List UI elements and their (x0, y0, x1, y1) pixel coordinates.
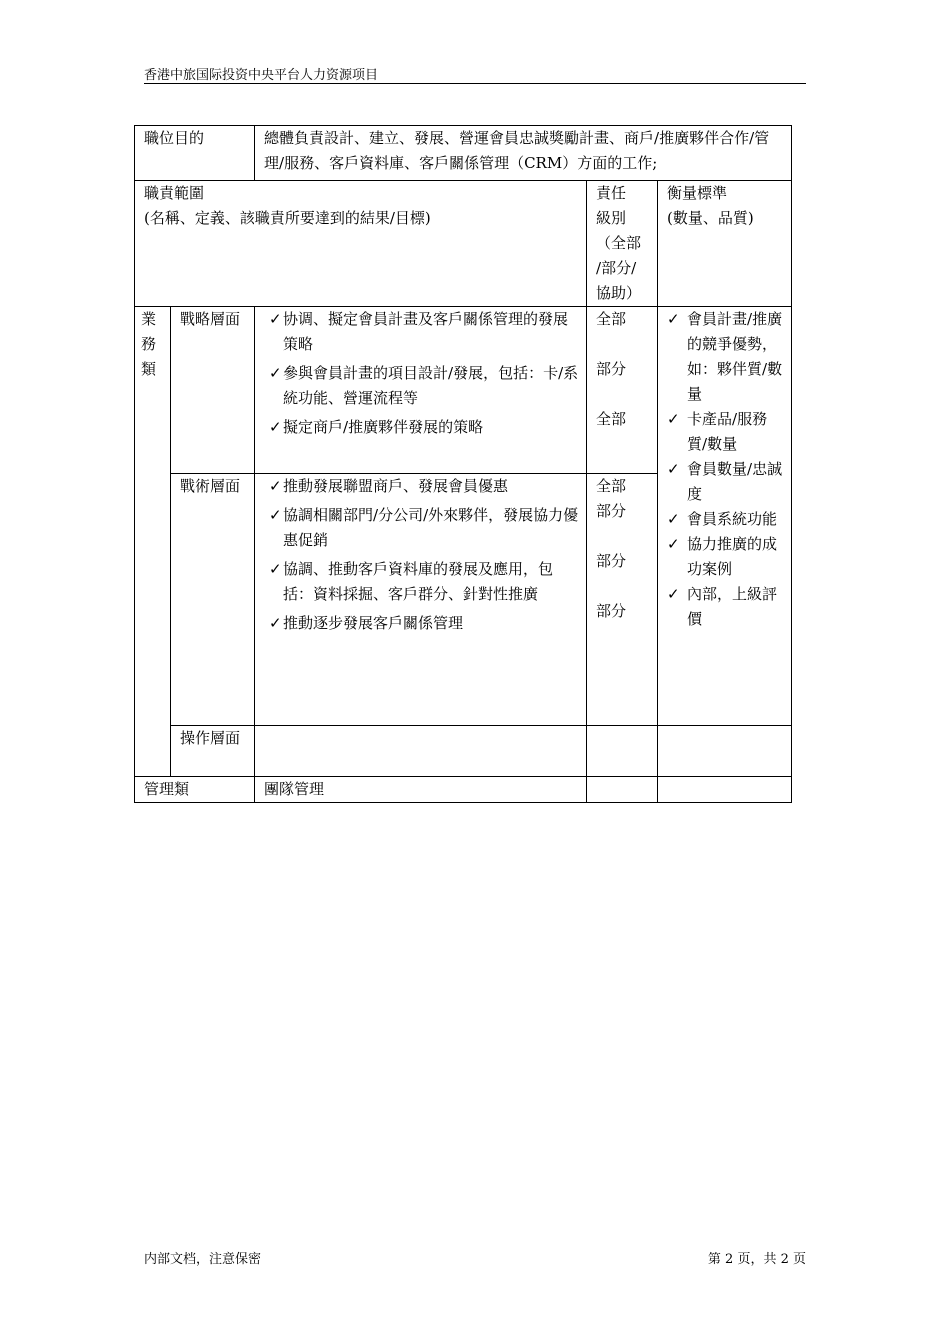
level-header-line: 責任 (596, 184, 627, 202)
scope-header (135, 181, 587, 307)
check-icon: ✓ (667, 535, 680, 553)
list-item: ✓ 會員計畫/推廣的競爭優勢，如：夥伴質/數量 (667, 307, 783, 407)
business-category: 業務類 (135, 307, 171, 777)
list-item: ✓ 內部，上級評價 (667, 582, 783, 632)
level-value: 全部 (596, 310, 627, 328)
level-header-line: 協助） (596, 284, 642, 302)
list-item: ✓ 擬定商戶/推廣夥伴發展的策略 (269, 415, 580, 440)
operational-duties (255, 726, 587, 777)
footer-confidential-note: 内部文档，注意保密 (144, 1252, 262, 1267)
level-value: 全部 (596, 410, 627, 428)
management-item: 團隊管理 (255, 777, 587, 803)
footer-page-number: 第 2 页，共 2 页 (707, 1252, 806, 1267)
strategic-duty-list (269, 307, 580, 440)
check-icon: ✓ (667, 310, 680, 328)
management-level (587, 777, 658, 803)
operational-label: 操作層面 (171, 726, 255, 777)
tactical-label: 戰術層面 (171, 474, 255, 726)
operational-level (587, 726, 658, 777)
check-icon: ✓ (667, 410, 680, 428)
job-duty-table (134, 125, 792, 803)
measure-header (658, 181, 792, 307)
strategic-duties (255, 307, 587, 474)
scope-label: 職責範圍 (144, 184, 205, 202)
check-icon: ✓ (269, 364, 282, 382)
measure-list (667, 307, 783, 632)
list-item: ✓ 協調、推動客戶資料庫的發展及應用，包括：資料採掘、客戶群分、針對性推廣 (269, 557, 580, 607)
level-header-line: （全部 (596, 234, 642, 252)
list-item: ✓ 會員系統功能 (667, 507, 783, 532)
strategic-label: 戰略層面 (171, 307, 255, 474)
document-header-title: 香港中旅国际投资中央平台人力资源项目 (144, 68, 379, 83)
level-value: 部分 (596, 360, 627, 378)
list-item: ✓ 协调、擬定會員計畫及客戶關係管理的發展策略 (269, 307, 580, 357)
list-item: ✓ 協力推廣的成功案例 (667, 532, 783, 582)
check-icon: ✓ (269, 614, 282, 632)
scope-note: (名稱、定義、該職責所要達到的結果/目標) (144, 209, 431, 227)
management-label: 管理類 (135, 777, 255, 803)
purpose-text: 總體負責設計、建立、發展、營運會員忠誠獎勵計畫、商戶/推廣夥伴合作/管理/服務、客戶資料庫、客戶關係管理（CRM）方面的工作; (255, 126, 792, 181)
level-value: 全部 (596, 477, 627, 495)
tactical-duties (255, 474, 587, 726)
level-header-line: 級別 (596, 209, 627, 227)
check-icon: ✓ (667, 585, 680, 603)
level-header (587, 181, 658, 307)
measure-header-title: 衡量標準 (667, 184, 728, 202)
management-measure (658, 777, 792, 803)
level-header-line: /部分/ (596, 259, 637, 277)
level-value: 部分 (596, 602, 627, 620)
list-item: ✓ 協調相關部門/分公司/外來夥伴，發展協力優惠促銷 (269, 503, 580, 553)
check-icon: ✓ (269, 418, 282, 436)
check-icon: ✓ (269, 310, 282, 328)
check-icon: ✓ (667, 460, 680, 478)
list-item: ✓ 推動逐步發展客戶關係管理 (269, 611, 580, 636)
list-item: ✓ 參與會員計畫的項目設計/發展，包括：卡/系統功能、營運流程等 (269, 361, 580, 411)
tactical-duty-list (269, 474, 580, 636)
header-divider (144, 83, 806, 84)
list-item: ✓ 卡產品/服務質/數量 (667, 407, 783, 457)
measure-header-note: (數量、品質) (667, 209, 754, 227)
measures (658, 307, 792, 726)
level-value: 部分 (596, 502, 627, 520)
check-icon: ✓ (269, 506, 282, 524)
tactical-levels (587, 474, 658, 726)
check-icon: ✓ (269, 560, 282, 578)
list-item: ✓ 會員數量/忠誠度 (667, 457, 783, 507)
check-icon: ✓ (269, 477, 282, 495)
purpose-label: 職位目的 (135, 126, 255, 181)
list-item: ✓ 推動發展聯盟商戶、發展會員優惠 (269, 474, 580, 499)
strategic-levels (587, 307, 658, 474)
operational-measure (658, 726, 792, 777)
check-icon: ✓ (667, 510, 680, 528)
level-value: 部分 (596, 552, 627, 570)
